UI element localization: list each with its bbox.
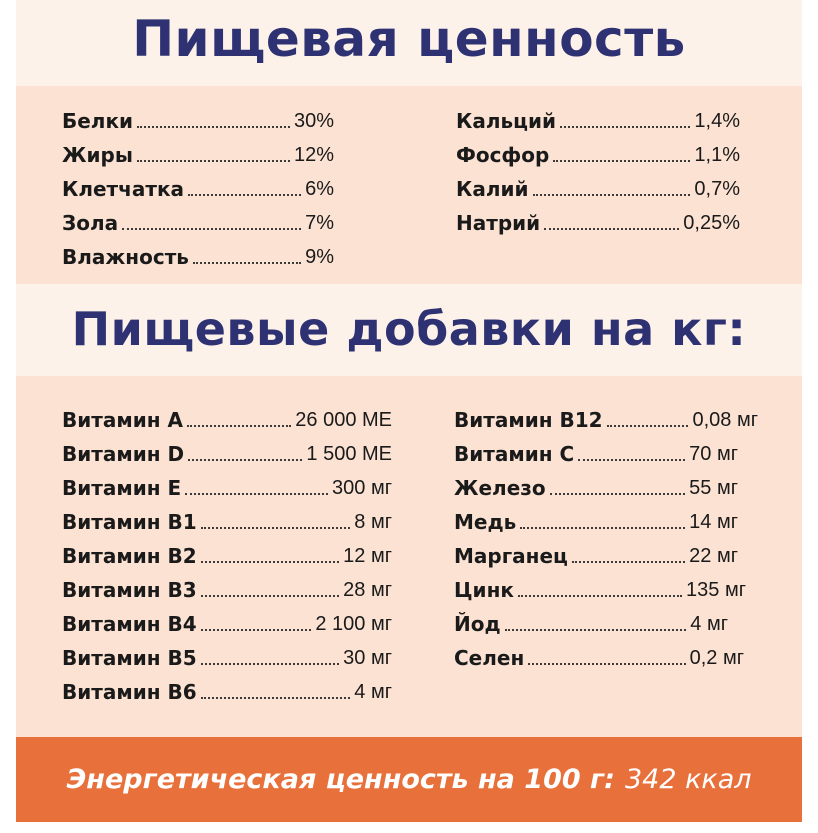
list-item [62, 476, 392, 500]
list-item [454, 476, 738, 500]
item-value: 22 мг [689, 545, 738, 567]
list-item [454, 442, 738, 466]
item-value: 70 мг [689, 443, 738, 465]
item-value: 4 мг [690, 613, 728, 635]
dot-leader [528, 663, 685, 665]
dot-leader [188, 459, 302, 461]
item-label: Цинк [454, 578, 514, 602]
dot-leader [188, 194, 301, 196]
dot-leader [520, 527, 685, 529]
list-item [62, 612, 392, 636]
item-value: 1 500 МЕ [306, 443, 392, 465]
nutrition-title: Пищевая ценность [132, 10, 686, 68]
item-label: Белки [62, 109, 134, 133]
item-label: Кальций [456, 109, 556, 133]
dot-leader [201, 697, 351, 699]
item-label: Витамин C [454, 442, 575, 466]
item-label: Зола [62, 211, 119, 235]
dot-leader [185, 493, 328, 495]
list-item [62, 646, 392, 670]
item-label: Витамин B6 [62, 680, 197, 704]
list-item [62, 510, 392, 534]
dot-leader [201, 561, 339, 563]
dot-leader [201, 663, 339, 665]
list-item [62, 544, 392, 568]
list-item [454, 578, 746, 602]
item-value: 0,08 мг [692, 409, 758, 431]
list-item [456, 177, 740, 201]
dot-leader [518, 595, 682, 597]
dot-leader [572, 561, 685, 563]
list-item [62, 442, 392, 466]
item-label: Витамин B5 [62, 646, 197, 670]
list-item [62, 211, 334, 235]
item-label: Селен [454, 646, 525, 670]
list-item [456, 143, 740, 167]
dot-leader [553, 160, 690, 162]
list-item [62, 408, 392, 432]
list-item [454, 646, 744, 670]
item-label: Марганец [454, 544, 568, 568]
item-label: Витамин B12 [454, 408, 603, 432]
dot-leader [201, 595, 339, 597]
list-item [454, 544, 738, 568]
dot-leader [560, 126, 690, 128]
dot-leader [533, 194, 691, 196]
item-label: Витамин B4 [62, 612, 197, 636]
item-label: Медь [454, 510, 517, 534]
item-value: 14 мг [689, 511, 738, 533]
item-value: 1,4% [694, 110, 740, 132]
dot-leader [201, 629, 312, 631]
additives-title: Пищевые добавки на кг: [71, 302, 747, 356]
item-value: 9% [305, 246, 334, 268]
dot-leader [544, 228, 679, 230]
dot-leader [193, 262, 301, 264]
list-item [62, 245, 334, 269]
dot-leader [505, 629, 687, 631]
list-item [454, 612, 728, 636]
item-value: 26 000 МЕ [295, 409, 392, 431]
list-item [62, 680, 392, 704]
item-label: Витамин B3 [62, 578, 197, 602]
dot-leader [201, 527, 351, 529]
item-label: Железо [454, 476, 546, 500]
list-item [456, 211, 740, 235]
item-label: Витамин D [62, 442, 185, 466]
dot-leader [550, 493, 686, 495]
item-label: Натрий [456, 211, 541, 235]
item-label: Влажность [62, 245, 189, 269]
item-value: 28 мг [343, 579, 392, 601]
list-item [454, 408, 758, 432]
energy-label: Энергетическая ценность на 100 г: [66, 764, 615, 795]
item-value: 30 мг [343, 647, 392, 669]
item-value: 12% [293, 144, 334, 166]
dot-leader [187, 425, 291, 427]
item-label: Фосфор [456, 143, 550, 167]
dot-leader [122, 228, 301, 230]
dot-leader [607, 425, 689, 427]
item-label: Витамин E [62, 476, 182, 500]
item-label: Калий [456, 177, 529, 201]
item-label: Йод [454, 612, 501, 636]
item-value: 55 мг [689, 477, 738, 499]
dot-leader [137, 126, 290, 128]
item-value: 7% [305, 212, 334, 234]
item-value: 0,25% [683, 212, 740, 234]
list-item [456, 109, 740, 133]
list-item [62, 109, 334, 133]
item-label: Жиры [62, 143, 133, 167]
list-item [62, 578, 392, 602]
item-value: 300 мг [332, 477, 392, 499]
item-label: Клетчатка [62, 177, 185, 201]
item-value: 4 мг [354, 681, 392, 703]
energy-value [16, 737, 802, 822]
item-label: Витамин B1 [62, 510, 197, 534]
energy-amount: 342 ккал [624, 764, 752, 795]
item-value: 2 100 мг [315, 613, 392, 635]
item-label: Витамин B2 [62, 544, 197, 568]
item-value: 0,7% [694, 178, 740, 200]
item-label: Витамин A [62, 408, 183, 432]
item-value: 0,2 мг [689, 647, 744, 669]
list-item [454, 510, 738, 534]
item-value: 30% [293, 110, 334, 132]
item-value: 8 мг [354, 511, 392, 533]
item-value: 12 мг [343, 545, 392, 567]
item-value: 6% [305, 178, 334, 200]
list-item [62, 177, 334, 201]
dot-leader [578, 459, 685, 461]
list-item [62, 143, 334, 167]
dot-leader [137, 160, 290, 162]
item-value: 1,1% [694, 144, 740, 166]
item-value: 135 мг [686, 579, 746, 601]
